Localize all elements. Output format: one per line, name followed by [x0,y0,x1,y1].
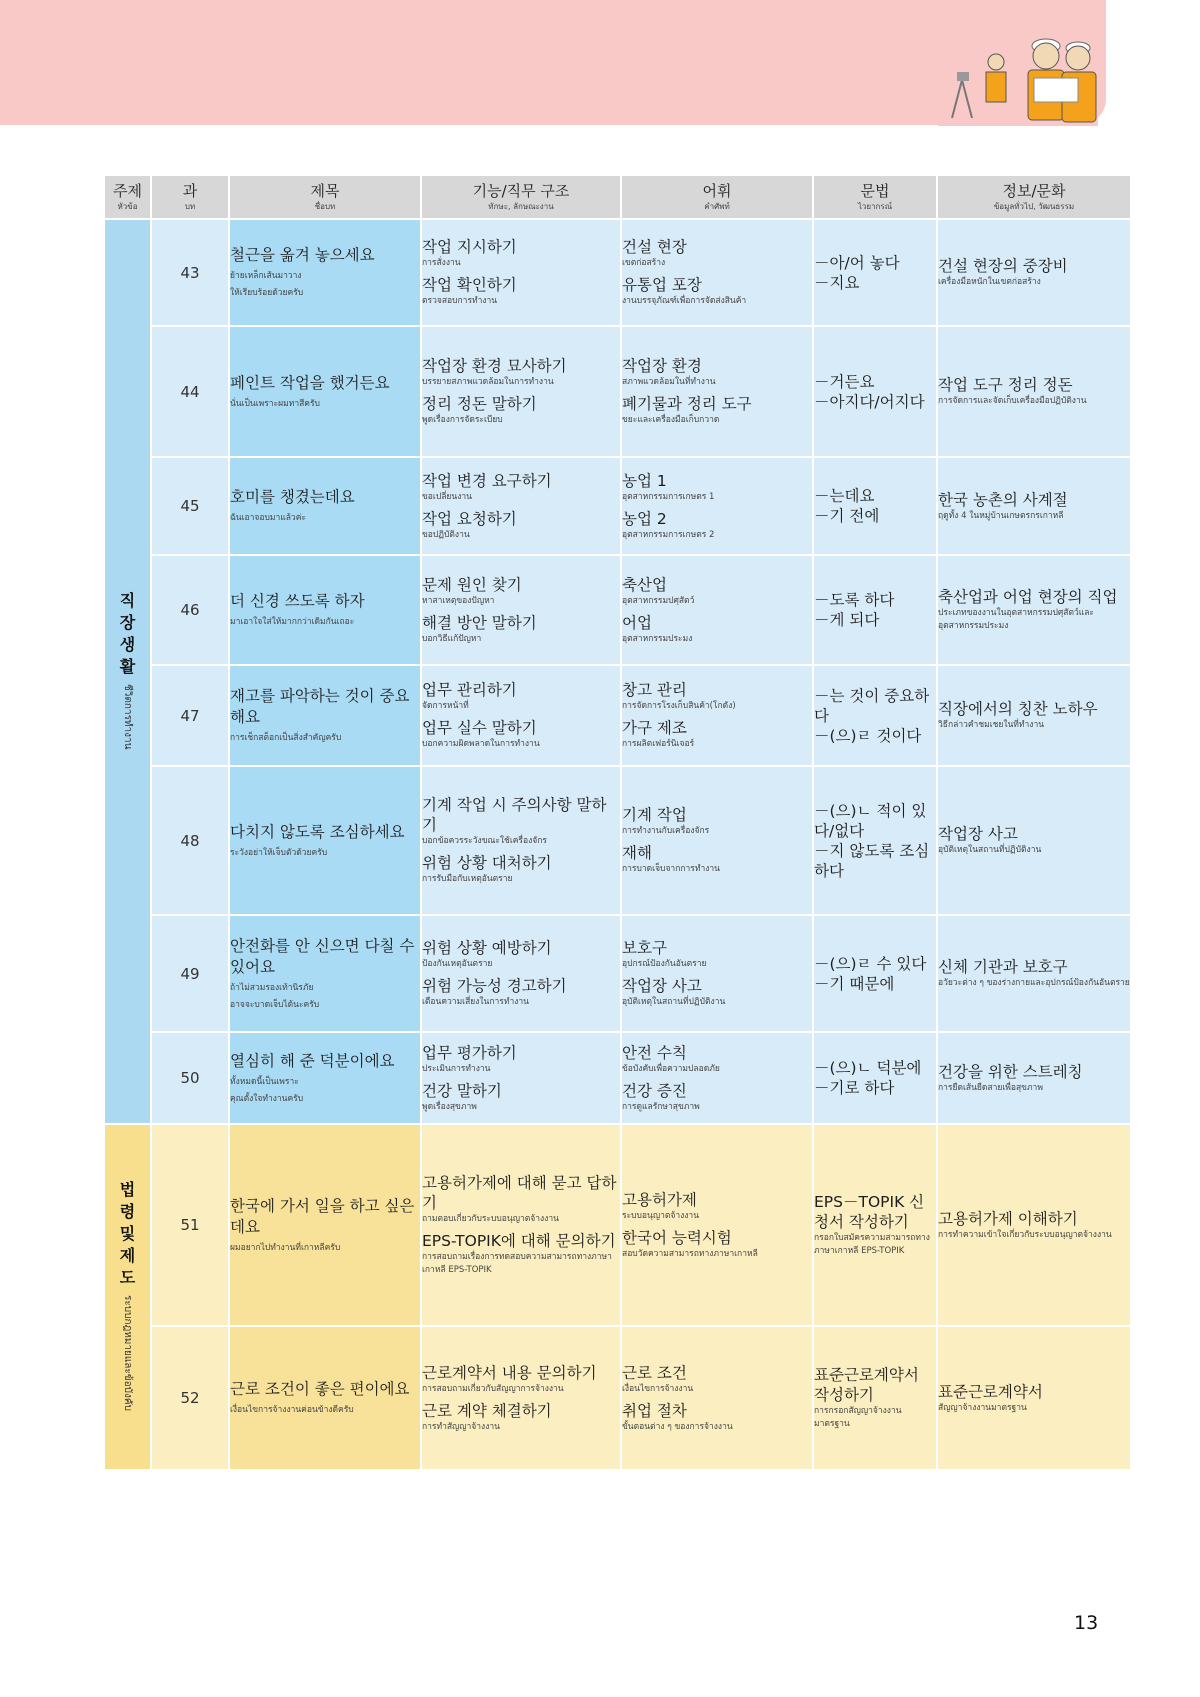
grammar-item: －는 것이 중요하다 [814,686,930,725]
functions-item: 업무 평가하기 [422,1043,517,1062]
header-function: 기능/직무 구조 ทักษะ, ลักษณะงาน [422,176,620,218]
topic-char: 도 [119,1268,136,1288]
vocab-item: 농업 1 [622,471,667,490]
vocab-item-thai: การบาดเจ็บจากการทำงาน [622,864,720,874]
curriculum-table [103,174,1132,1471]
topic-thai: ชีวิตการทำงาน [122,683,133,750]
vocab-item-thai: อุตสาหกรรมการเกษตร 1 [622,491,715,502]
vocab-item-thai: การจัดการโรงเก็บสินค้า(โกดัง) [622,701,736,711]
functions-cell [422,1125,620,1325]
topic-char: 직 [119,590,136,610]
info-item-thai: ฤดูทั้ง 4 ในหมู่บ้านเกษตรกรเกาหลี [938,510,1064,521]
grammar-cell [814,767,936,914]
topic-char: 활 [119,656,136,676]
lesson-title-cell [230,556,420,664]
vocab-item-thai: อุตสาหกรรมประมง [622,633,693,644]
info-item-thai: อวัยวะต่าง ๆ ของร่างกายและอุปกรณ์ป้องกันอันตราย [938,978,1130,988]
vocab-item-thai: การดูแลรักษาสุขภาพ [622,1101,700,1112]
lesson-number: 52 [152,1327,228,1469]
info-item-thai: วิธีกล่าวคำชมเชยในที่ทำงาน [938,720,1045,730]
vocab-item-thai: สอบวัดความสามารถทางภาษาเกาหลี [622,1248,758,1259]
functions-item-thai: ประเมินการทำงาน [422,1063,491,1074]
table-row [105,220,1130,325]
lesson-number: 49 [152,916,228,1031]
functions-item: 작업 요청하기 [422,509,517,528]
functions-item-thai: การสอบถามเรื่องการทดสอบความสามารถทางภาษาเกาหลี EPS-TOPIK [422,1252,612,1275]
info-item: 작업 도구 정리 정돈 [938,376,1073,394]
lesson-title-thai: คุณตั้งใจทำงานครับ [230,1093,304,1104]
grammar-cell [814,1125,936,1325]
vocab-item: 안전 수칙 [622,1043,687,1062]
functions-item: 고용허가제에 대해 묻고 답하기 [422,1174,617,1212]
functions-item-thai: ขอปฏิบัติงาน [422,529,470,540]
vocab-item: 취업 절차 [622,1401,687,1420]
table-row [105,556,1130,664]
lesson-title-thai: ระวังอย่าให้เจ็บตัวด้วยครับ [230,847,328,858]
topic-char: 령 [119,1202,136,1222]
construction-workers-illustration [938,18,1098,126]
header-title: 제목 ชื่อบท [230,176,420,218]
vocab-item: 폐기물과 정리 도구 [622,395,752,413]
topic-char: 생 [119,634,136,654]
topic-cell [105,220,150,1123]
table-row [105,666,1130,765]
lesson-number: 45 [152,458,228,554]
lesson-title: 열심히 해 준 덕분이에요 [230,1051,395,1070]
info-item: 한국 농촌의 사계절 [938,490,1068,509]
vocab-cell [622,327,812,456]
header-topic: 주제 หัวข้อ [105,176,150,218]
lesson-title: 페인트 작업을 했거든요 [230,373,390,392]
grammar-item: －아/어 놓다 [814,253,900,272]
lesson-number: 50 [152,1033,228,1123]
functions-item-thai: จัดการหน้าที่ [422,701,469,711]
functions-item: 작업 변경 요구하기 [422,471,552,490]
topic-char: 장 [119,612,136,632]
vocab-item-thai: ขยะและเครื่องมือเก็บกวาด [622,415,720,425]
functions-cell [422,666,620,765]
grammar-cell [814,916,936,1031]
vocab-item: 축산업 [622,575,667,594]
header-grammar: 문법 ไวยากรณ์ [814,176,936,218]
functions-item-thai: ขอเปลี่ยนงาน [422,491,472,502]
grammar-item: －기 전에 [814,507,880,525]
vocab-cell [622,458,812,554]
functions-item-thai: พูดเรื่องการจัดระเบียบ [422,415,503,425]
functions-item-thai: พูดเรื่องสุขภาพ [422,1101,477,1112]
functions-item-thai: บอกวิธีแก้ปัญหา [422,633,482,644]
grammar-item: 표준근로계약서 작성하기 [814,1366,919,1404]
grammar-item: －기 때문에 [814,974,895,993]
lesson-title-thai: เงื่อนไขการจ้างงานค่อนข้างดีครับ [230,1405,354,1415]
info-item-thai: อุบัติเหตุในสถานที่ปฏิบัติงาน [938,845,1042,855]
vocab-item: 작업장 환경 [622,357,702,375]
lesson-title: 근로 조건이 좋은 편이에요 [230,1380,410,1398]
table-row [105,327,1130,456]
grammar-item: －(으)ㄴ 적이 있다/없다 [814,801,927,840]
vocab-cell [622,916,812,1031]
functions-item-thai: ป้องกันเหตุอันตราย [422,959,493,969]
vocab-cell [622,767,812,914]
lesson-title: 다치지 않도록 조심하세요 [230,822,405,841]
vocab-item-thai: ข้อบังคับเพื่อความปลอดภัย [622,1063,720,1074]
functions-item-thai: ตรวจสอบการทำงาน [422,296,498,306]
functions-cell [422,1327,620,1469]
vocab-item: 가구 제조 [622,719,687,737]
lesson-number: 44 [152,327,228,456]
grammar-cell [814,327,936,456]
vocab-item-thai: งานบรรจุภัณฑ์เพื่อการจัดส่งสินค้า [622,296,747,306]
info-item: 축산업과 어업 현장의 직업 [938,588,1118,606]
functions-item: 문제 원인 찾기 [422,575,522,594]
lesson-title-cell [230,220,420,325]
functions-item-thai: บอกความผิดพลาดในการทำงาน [422,739,540,749]
grammar-cell [814,666,936,765]
info-cell [938,1327,1130,1469]
vocab-item: 고용허가제 [622,1190,697,1209]
functions-item: 위험 상황 예방하기 [422,939,552,957]
info-item-thai: การยืดเส้นยืดสายเพื่อสุขภาพ [938,1082,1043,1093]
info-item: 표준근로계약서 [938,1382,1043,1401]
grammar-item-thai: การกรอกสัญญาจ้างงานมาตรฐาน [814,1406,902,1429]
vocab-item: 보호구 [622,939,667,957]
grammar-item: －기로 하다 [814,1079,895,1097]
lesson-number: 51 [152,1125,228,1325]
vocab-cell [622,1327,812,1469]
topic-char: 제 [119,1246,136,1266]
functions-item-thai: การสอบถามเกี่ยวกับสัญญาการจ้างงาน [422,1383,564,1394]
vocab-item: 한국어 능력시험 [622,1228,732,1247]
vocab-item-thai: ขั้นตอนต่าง ๆ ของการจ้างงาน [622,1421,733,1432]
header-lesson: 과 บท [152,176,228,218]
grammar-cell [814,220,936,325]
header-culture: 정보/문화 ข้อมูลทั่วไป, วัฒนธรรม [938,176,1130,218]
table-row [105,1327,1130,1469]
functions-item: 작업 지시하기 [422,238,517,256]
table-row [105,458,1130,554]
info-item-thai: เครื่องมือหนักในเขตก่อสร้าง [938,277,1041,287]
lesson-title-cell [230,458,420,554]
vocab-item: 건설 현장 [622,238,687,256]
table-row [105,767,1130,914]
functions-item-thai: หาสาเหตุของปัญหา [422,595,495,606]
topic-cell [105,1125,150,1469]
vocab-item: 농업 2 [622,509,667,528]
lesson-title-thai: ย้ายเหล็กเส้นมาวาง [230,271,302,281]
lesson-number: 46 [152,556,228,664]
functions-item: 근로 계약 체결하기 [422,1401,552,1420]
functions-item: 위험 상황 대처하기 [422,854,552,872]
info-item: 신체 기관과 보호구 [938,958,1068,976]
vocab-item-thai: ระบบอนุญาตจ้างงาน [622,1210,700,1221]
functions-item-thai: การสั่งงาน [422,258,461,268]
vocab-item: 유통업 포장 [622,276,702,294]
topic-thai: ระบบกฎหมายและข้อบังคับ [122,1295,133,1411]
vocab-item-thai: สภาพแวดล้อมในที่ทำงาน [622,377,716,387]
info-item: 고용허가제 이해하기 [938,1209,1078,1228]
grammar-cell [814,556,936,664]
vocab-cell [622,1033,812,1123]
vocab-item-thai: เขตก่อสร้าง [622,258,666,268]
lesson-title-cell [230,1125,420,1325]
lesson-title: 재고를 파악하는 것이 중요해요 [230,687,410,726]
functions-item: 위험 가능성 경고하기 [422,977,567,995]
vocab-cell [622,1125,812,1325]
page-number: 13 [1074,1612,1099,1634]
topic-char: 법 [119,1180,136,1200]
grammar-cell [814,458,936,554]
functions-cell [422,327,620,456]
info-item-thai: ประเภทของงานในอุตสาหกรรมปศุสัตว์และอุตสาหกรรมประมง [938,608,1094,631]
lesson-title: 더 신경 쓰도록 하자 [230,592,365,610]
vocab-item-thai: อุตสาหกรรมการเกษตร 2 [622,529,715,540]
functions-cell [422,916,620,1031]
lesson-title-cell [230,767,420,914]
vocab-cell [622,220,812,325]
grammar-item: －아지다/어지다 [814,392,925,411]
info-item-thai: การทำความเข้าใจเกี่ยวกับระบบอนุญาตจ้างงาน [938,1229,1112,1240]
functions-cell [422,767,620,914]
lesson-title-cell [230,327,420,456]
header-vocabulary: 어휘 คำศัพท์ [622,176,812,218]
info-cell [938,767,1130,914]
vocab-item-thai: อุปกรณ์ป้องกันอันตราย [622,959,707,969]
lesson-title-thai: อาจจะบาดเจ็บได้นะครับ [230,999,320,1010]
lesson-title-thai: ฉันเอาจอบมาแล้วค่ะ [230,513,306,523]
vocab-item-thai: เงื่อนไขการจ้างงาน [622,1383,694,1394]
grammar-item: －(으)ㄹ 수 있다 [814,954,927,973]
functions-cell [422,556,620,664]
vocab-item: 건강 증진 [622,1081,687,1100]
vocab-item: 작업장 사고 [622,977,702,995]
info-cell [938,556,1130,664]
functions-cell [422,458,620,554]
lesson-title: 한국에 가서 일을 하고 싶은데요 [230,1196,415,1236]
functions-item: 정리 정돈 말하기 [422,395,537,413]
functions-item: 근로계약서 내용 문의하기 [422,1363,597,1382]
grammar-item: －지요 [814,273,860,292]
grammar-cell [814,1033,936,1123]
lesson-title: 철근을 옮겨 놓으세요 [230,246,375,264]
lesson-title-cell [230,1327,420,1469]
functions-item: 업무 실수 말하기 [422,719,537,737]
info-cell [938,1125,1130,1325]
functions-item: 해결 방안 말하기 [422,613,537,632]
functions-cell [422,1033,620,1123]
functions-item-thai: เตือนความเสี่ยงในการทำงาน [422,997,529,1007]
lesson-title-cell [230,1033,420,1123]
vocab-item: 기계 작업 [622,806,687,824]
info-item: 건설 현장의 중장비 [938,257,1068,275]
info-item-thai: สัญญาจ้างงานมาตรฐาน [938,1402,1027,1413]
info-cell [938,458,1130,554]
lesson-title-thai: ผมอยากไปทำงานที่เกาหลีครับ [230,1242,341,1253]
vocab-item: 근로 조건 [622,1363,687,1382]
vocab-cell [622,556,812,664]
info-item: 작업장 사고 [938,825,1018,843]
info-cell [938,666,1130,765]
grammar-item: －는데요 [814,487,875,505]
functions-item: 업무 관리하기 [422,681,517,699]
table-row [105,1125,1130,1325]
vocab-item: 어업 [622,613,652,632]
topic-char: 및 [119,1224,136,1244]
vocab-item: 재해 [622,844,652,862]
vocab-item: 창고 관리 [622,681,687,699]
info-item-thai: การจัดการและจัดเก็บเครื่องมือปฏิบัติงาน [938,396,1087,406]
table-row [105,916,1130,1031]
lesson-title-thai: ทั้งหมดนี้เป็นเพราะ [230,1076,299,1087]
functions-item-thai: ถามตอบเกี่ยวกับระบบอนุญาตจ้างงาน [422,1214,559,1224]
grammar-item: －게 되다 [814,611,880,629]
lesson-number: 47 [152,666,228,765]
info-cell [938,220,1130,325]
lesson-title-thai: นั่นเป็นเพราะผมทาสีครับ [230,398,320,409]
header-row [105,176,1130,218]
info-cell [938,327,1130,456]
grammar-item-thai: กรอกใบสมัครความสามารถทางภาษาเกาหลี EPS-TOPIK [814,1233,930,1256]
grammar-cell [814,1327,936,1469]
functions-cell [422,220,620,325]
lesson-title-thai: ถ้าไม่สวมรองเท้านิรภัย [230,982,314,993]
info-cell [938,1033,1130,1123]
table-row [105,1033,1130,1123]
lesson-title-cell [230,916,420,1031]
lesson-title-cell [230,666,420,765]
grammar-item: －(으)ㄹ 것이다 [814,726,922,745]
info-item: 건강을 위한 스트레칭 [938,1062,1083,1081]
grammar-item: －지 않도록 조심하다 [814,841,930,880]
functions-item: 기계 작업 시 주의사항 말하기 [422,796,607,834]
info-cell [938,916,1130,1031]
lesson-title: 안전화를 안 신으면 다칠 수 있어요 [230,936,415,976]
vocab-item-thai: การทำงานกับเครื่องจักร [622,826,710,836]
lesson-number: 43 [152,220,228,325]
grammar-item: EPS－TOPIK 신청서 작성하기 [814,1193,925,1231]
vocab-item-thai: อุบัติเหตุในสถานที่ปฏิบัติงาน [622,997,726,1007]
info-item: 직장에서의 칭찬 노하우 [938,700,1098,718]
grammar-item: －거든요 [814,372,875,391]
lesson-title: 호미를 챙겼는데요 [230,488,355,506]
functions-item: 건강 말하기 [422,1081,502,1100]
functions-item: 작업장 환경 묘사하기 [422,357,567,375]
functions-item-thai: บรรยายสภาพแวดล้อมในการทำงาน [422,377,554,387]
lesson-title-thai: ให้เรียบร้อยด้วยครับ [230,288,304,298]
functions-item: 작업 확인하기 [422,276,517,294]
lesson-title-thai: มาเอาใจใส่ให้มากกว่าเดิมกันเถอะ [230,617,355,627]
vocab-item-thai: การผลิตเฟอร์นิเจอร์ [622,739,695,749]
functions-item-thai: การทำสัญญาจ้างงาน [422,1421,500,1432]
lesson-number: 48 [152,767,228,914]
grammar-item: －도록 하다 [814,591,895,609]
vocab-cell [622,666,812,765]
functions-item: EPS-TOPIK에 대해 문의하기 [422,1232,616,1250]
functions-item-thai: บอกข้อควรระวังขณะใช้เครื่องจักร [422,836,547,846]
functions-item-thai: การรับมือกับเหตุอันตราย [422,874,513,884]
lesson-title-thai: การเช็กสต็อกเป็นสิ่งสำคัญครับ [230,733,342,743]
grammar-item: －(으)ㄴ 덕분에 [814,1059,922,1077]
vocab-item-thai: อุตสาหกรรมปศุสัตว์ [622,595,695,606]
